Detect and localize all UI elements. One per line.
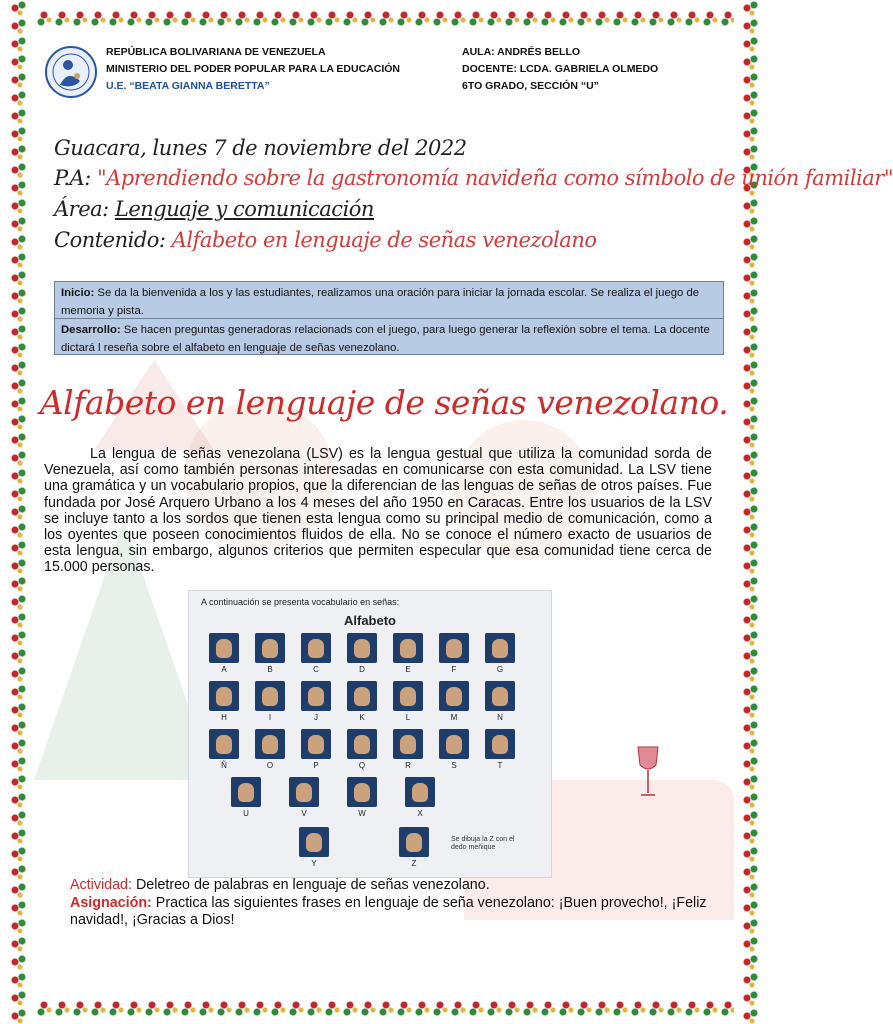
header-class-info <box>462 44 658 95</box>
sign-letter-label: F <box>451 665 457 674</box>
assignment-line <box>70 895 730 930</box>
sign-hand-D <box>347 633 377 663</box>
project-value: "Aprendiendo sobre la gastronomía navideña como símbolo de unión familiar" <box>96 166 893 190</box>
sign-hand-L <box>393 681 423 711</box>
sign-hand-B <box>255 633 285 663</box>
sign-hand-K <box>347 681 377 711</box>
assignment-label: Asignación: <box>70 894 152 911</box>
sign-hand-O <box>255 729 285 759</box>
sign-letter-label: G <box>496 665 504 674</box>
lesson-paragraph <box>44 446 712 576</box>
sign-alphabet-card <box>188 590 552 878</box>
activity-label: Actividad: <box>70 877 132 893</box>
inicio-label: Inicio: <box>61 287 95 299</box>
sign-letter-label: U <box>243 809 249 818</box>
header-ministry: MINISTERIO DEL PODER POPULAR PARA LA EDUCACIÓN <box>106 63 401 75</box>
area-label: Área: <box>54 197 115 221</box>
sign-letter-label: W <box>358 809 366 818</box>
header-classroom: AULA: ANDRÉS BELLO <box>462 46 581 58</box>
sign-letter-label: K <box>359 713 365 722</box>
date-line: Guacara, lunes 7 de noviembre del 2022 <box>54 136 467 160</box>
project-label: P.A: <box>54 166 97 190</box>
sign-letter-label: J <box>314 713 318 722</box>
alphabet-card-note: A continuación se presenta vocabulario en señas: <box>201 597 400 607</box>
festive-border-left <box>0 0 34 1024</box>
activity-section <box>70 877 730 930</box>
sign-letter-label: S <box>451 761 457 770</box>
wine-glass-illustration <box>636 745 660 800</box>
sign-letter-label: A <box>221 665 227 674</box>
header-teacher: DOCENTE: LCDA. GABRIELA OLMEDO <box>462 63 659 75</box>
desarrollo-box <box>54 318 724 355</box>
sign-hand-E <box>393 633 423 663</box>
sign-hand-C <box>301 633 331 663</box>
header-republic: REPÚBLICA BOLIVARIANA DE VENEZUELA <box>106 46 326 58</box>
sign-hand-R <box>393 729 423 759</box>
sign-hand-W <box>347 777 377 807</box>
sign-hand-Q <box>347 729 377 759</box>
sign-hand-J <box>301 681 331 711</box>
alphabet-card-title: Alfabeto <box>344 613 396 628</box>
desarrollo-text: Se hacen preguntas generadoras relacionads con el juego, para luego generar la reflexiòn sobre el tema. La docente dictará l reseña sobre el alfabeto en lenguaje de señas venezolano. <box>61 324 710 354</box>
sign-hand-V <box>289 777 319 807</box>
header-grade: 6TO GRADO, SECCIÓN “U” <box>462 80 599 92</box>
content-line <box>54 228 597 252</box>
inicio-text: Se da la bienvenida a los y las estudiantes, realizamos una oración para iniciar la jornada escolar. Se realiza el juego de memoria y pista. <box>61 287 700 317</box>
sign-letter-label: T <box>497 761 503 770</box>
sign-letter-label: Ñ <box>221 761 227 770</box>
sign-letter-label: M <box>450 713 458 722</box>
sign-hand-P <box>301 729 331 759</box>
content-label: Contenido: <box>54 228 172 252</box>
sign-hand-Ñ <box>209 729 239 759</box>
sign-letter-label: Q <box>358 761 366 770</box>
sign-hand-H <box>209 681 239 711</box>
assignment-text: Practica las siguientes frases en lenguaje de seña venezolano: ¡Buen provecho!, ¡Feliz navidad!, ¡Gracias a Dios! <box>70 894 707 928</box>
activity-line <box>70 877 730 895</box>
sign-hand-X <box>405 777 435 807</box>
sign-letter-label: P <box>313 761 319 770</box>
sign-hand-F <box>439 633 469 663</box>
sign-hand-N <box>485 681 515 711</box>
sign-letter-label: H <box>221 713 227 722</box>
sign-letter-label: C <box>313 665 319 674</box>
sign-hand-Y <box>299 827 329 857</box>
sign-hand-S <box>439 729 469 759</box>
sign-hand-Z <box>399 827 429 857</box>
content-value: Alfabeto en lenguaje de señas venezolano <box>171 228 597 252</box>
area-value: Lenguaje y comunicación <box>114 197 374 221</box>
sign-hand-G <box>485 633 515 663</box>
area-line <box>54 197 374 221</box>
paragraph-text: La lengua de señas venezolana (LSV) es la lengua gestual que utiliza la comunidad sorda de Venezuela, así como también personas interesadas en comunicarse con esta comunidad. La LSV tiene una gramática y un vocabulario propios, que la diferencian de las lenguas de señas de otros países. Fue fundada por José Arquero Urbano a los 4 meses del año 1950 en Caracas. Entre los usuarios de la LSV se incluye tanto a los sordos que tienen esta lengua como su principal medio de comunicación, como a los oyentes que poseen conocimientos fluidos de ella. No se conoce el número exacto de usuarios de esta lengua, sin embargo, algunos criterios que permiten especular que esa comunidad tiene cerca de 15.000 personas. <box>44 446 712 576</box>
header-institution <box>106 44 400 95</box>
sign-letter-label: O <box>266 761 274 770</box>
project-line <box>54 166 893 190</box>
sign-hand-U <box>231 777 261 807</box>
inicio-box <box>54 281 724 319</box>
sign-letter-label: E <box>405 665 411 674</box>
z-sign-note: Se dibuja la Z con el dedo meñique <box>451 836 515 851</box>
sign-hand-A <box>209 633 239 663</box>
sign-letter-label: Y <box>311 859 317 868</box>
sign-hand-I <box>255 681 285 711</box>
sign-letter-label: V <box>301 809 307 818</box>
sign-hand-M <box>439 681 469 711</box>
header-school-name: U.E. “BEATA GIANNA BERETTA” <box>106 80 270 92</box>
sign-hand-T <box>485 729 515 759</box>
festive-border-bottom <box>0 990 768 1024</box>
sign-letter-label: Z <box>411 859 417 868</box>
festive-border-right <box>734 0 768 1024</box>
lesson-title: Alfabeto en lenguaje de señas venezolano. <box>39 383 729 422</box>
school-logo-icon <box>44 43 98 101</box>
sign-letter-label: I <box>268 713 272 722</box>
sign-letter-label: B <box>267 665 273 674</box>
sign-letter-label: R <box>405 761 411 770</box>
sign-letter-label: L <box>405 713 411 722</box>
activity-text: Deletreo de palabras en lenguaje de señas venezolano. <box>131 877 490 893</box>
desarrollo-label: Desarrollo: <box>61 324 121 336</box>
sign-letter-label: N <box>497 713 503 722</box>
sign-letter-label: X <box>417 809 423 818</box>
sign-letter-label: D <box>359 665 365 674</box>
festive-border-top <box>0 0 768 34</box>
